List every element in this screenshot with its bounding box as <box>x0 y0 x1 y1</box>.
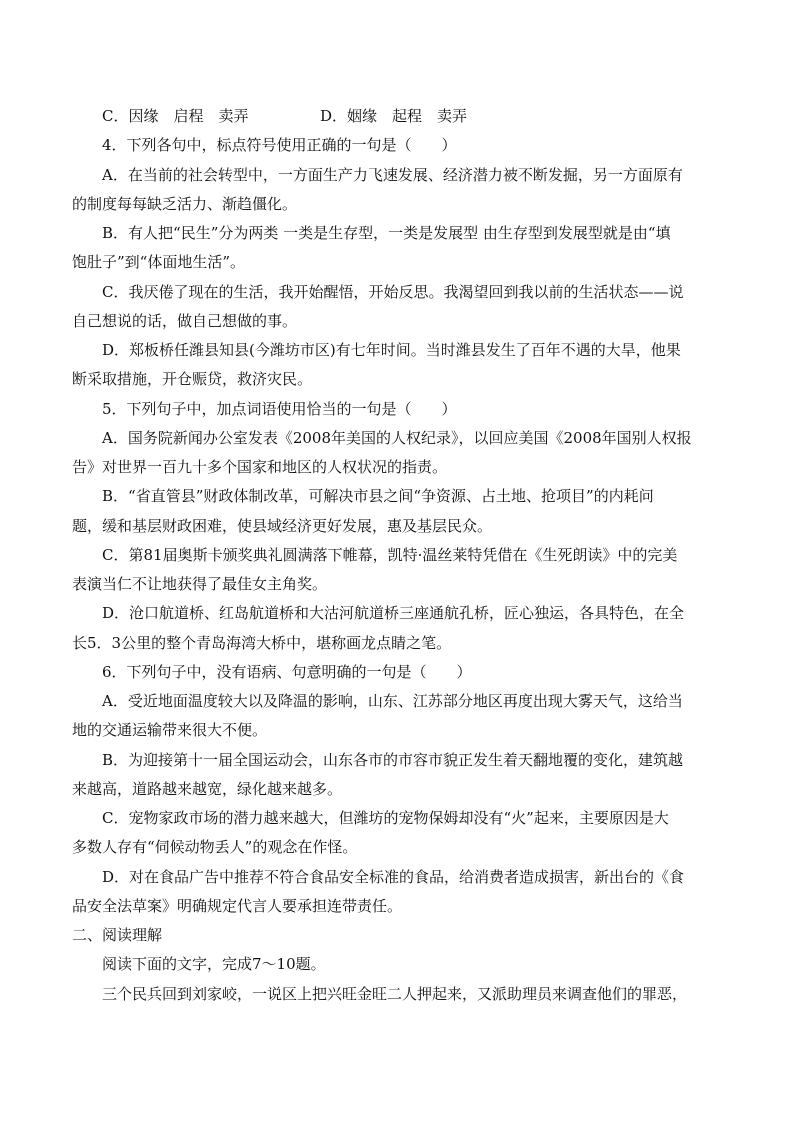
q6-option-a-cont: 地的交通运输带来很大不便。 <box>72 721 268 739</box>
question-4: 4．下列各句中，标点符号使用正确的一句是（ ） <box>102 136 457 154</box>
q4-option-d-cont: 断采取措施，开仓赈贷，救济灾民。 <box>72 370 313 388</box>
q4-option-d: D．郑板桥任潍县知县(今潍坊市区)有七年时间。当时潍县发生了百年不遇的大旱，他果 <box>102 341 681 359</box>
option-line-c-d <box>102 106 468 126</box>
q4-option-b: B．有人把“民生”分为两类 一类是生存型，一类是发展型 由生存型到发展型就是由“填 <box>102 224 671 242</box>
q5-option-d-cont: 长5．3公里的整个青岛海湾大桥中，堪称画龙点睛之笔。 <box>72 634 452 652</box>
question-5: 5．下列句子中，加点词语使用恰当的一句是（ ） <box>102 400 457 418</box>
option-c-text: C．因缘 启程 卖弄 <box>102 107 249 125</box>
q5-option-d: D．沧口航道桥、红岛航道桥和大沽河航道桥三座通航孔桥，匠心独运，各具特色，在全 <box>102 604 685 622</box>
q5-option-a-cont: 告》对世界一百九十多个国家和地区的人权状况的指责。 <box>72 458 448 476</box>
q6-option-d-cont: 品安全法草案》明确规定代言人要承担连带责任。 <box>72 897 403 915</box>
q4-option-c: C．我厌倦了现在的生活，我开始醒悟，开始反思。我渴望回到我以前的生活状态——说 <box>102 283 684 301</box>
question-6: 6．下列句子中，没有语病、句意明确的一句是（ ） <box>102 663 472 681</box>
q4-option-a-cont: 的制度每每缺乏活力、渐趋僵化。 <box>72 195 298 213</box>
reading-instruction: 阅读下面的文字，完成7～10题。 <box>102 955 326 973</box>
reading-passage-line: 三个民兵回到刘家峧，一说区上把兴旺金旺二人押起来，又派助理员来调查他们的罪恶， <box>102 985 688 1003</box>
q6-option-a: A．受近地面温度较大以及降温的影响，山东、江苏部分地区再度出现大雾天气，这给当 <box>102 692 683 710</box>
q4-option-b-cont: 饱肚子”到“体面地生活”。 <box>72 253 246 271</box>
q4-option-c-cont: 自己想说的话，做自己想做的事。 <box>72 312 298 330</box>
q6-option-c-cont: 多数人存有“伺候动物丢人”的观念在作怪。 <box>72 838 358 856</box>
q5-option-c-cont: 表演当仁不让地获得了最佳女主角奖。 <box>72 575 328 593</box>
q6-option-d: D．对在食品广告中推荐不符合食品安全标准的食品，给消费者造成损害，新出台的《食 <box>102 868 685 886</box>
q5-option-b: B．“省直管县”财政体制改革，可解决市县之间“争资源、占土地、抢项目”的内耗问 <box>102 487 654 505</box>
q6-option-c: C．宠物家政市场的潜力越来越大，但潍坊的宠物保姆却没有“火”起来，主要原因是大 <box>102 809 669 827</box>
q6-option-b-cont: 来越高，道路越来越宽，绿化越来越多。 <box>72 780 343 798</box>
q6-option-b: B．为迎接第十一届全国运动会，山东各市的市容市貌正发生着天翻地覆的变化，建筑越 <box>102 751 684 769</box>
section-heading-reading: 二、阅读理解 <box>72 926 163 944</box>
q4-option-a: A．在当前的社会转型中，一方面生产力飞速发展、经济潜力被不断发掘，另一方面原有 <box>102 166 683 184</box>
q5-option-b-cont: 题，缓和基层财政困难，使县域经济更好发展，惠及基层民众。 <box>72 517 493 535</box>
q5-option-c: C．第81届奥斯卡颁奖典礼圆满落下帷幕，凯特·温丝莱特凭借在《生死朗读》中的完美 <box>102 546 678 564</box>
q5-option-a: A．国务院新闻办公室发表《2008年美国的人权纪录》，以回应美国《2008年国别人权报 <box>102 429 692 447</box>
option-d-text: D．姻缘 起程 卖弄 <box>320 107 468 125</box>
